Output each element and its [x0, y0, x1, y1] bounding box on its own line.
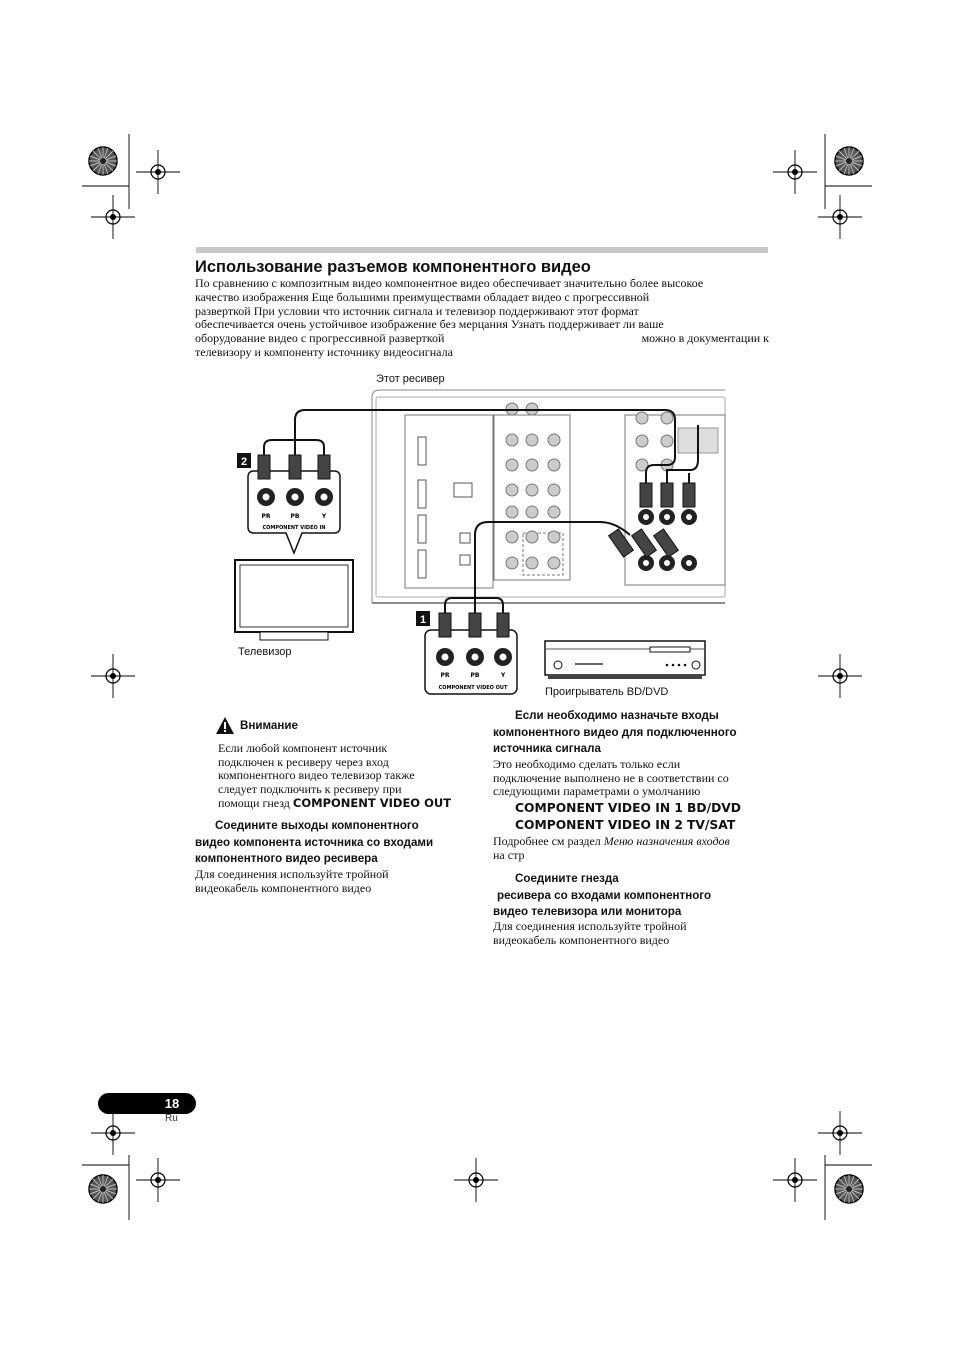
- right-step1-heading-line: Если необходимо назначьте входы: [515, 709, 719, 722]
- caution-line: подключен к ресиверу через вход: [218, 754, 389, 769]
- left-step-body-line: видеокабель компонентного видео: [195, 880, 372, 895]
- caution-line: Если любой компонент источник: [218, 741, 388, 755]
- jack-label-pb: PB: [290, 513, 300, 520]
- tv-panel-caption: COMPONENT VIDEO IN: [262, 525, 326, 531]
- caution-line-prefix: помощи гнезд: [218, 795, 290, 810]
- default-value: TV/SAT: [687, 818, 736, 832]
- caution-body: [218, 742, 478, 811]
- default-assignment-row: [515, 817, 741, 834]
- plugs-receiver-in: [609, 529, 679, 557]
- connection-diagram: [230, 385, 730, 705]
- left-step-heading: [195, 818, 475, 868]
- jack-label-pb: PB: [470, 672, 480, 679]
- step-badge-1-text: 1: [419, 614, 427, 626]
- tv-illustration: [235, 560, 353, 640]
- right-step2-heading-line: ресивера со входами компонентного: [497, 888, 712, 902]
- right-step1-body-line: Это необходимо сделать только если: [493, 757, 681, 771]
- step-badge-2-text: 2: [240, 456, 248, 468]
- receiver-label: Этот ресивер: [376, 373, 445, 385]
- intro-paragraph: [195, 277, 769, 360]
- left-step-heading-line: компонентного видео ресивера: [195, 852, 378, 865]
- menu-reference: [493, 835, 773, 862]
- menu-reference-link[interactable]: Меню назначения входов: [603, 834, 730, 848]
- jack-label-pr: PR: [261, 513, 271, 520]
- step-badge-1: [416, 611, 430, 626]
- intro-line: разверткой При условии что источник сигнала и телевизор поддерживают этот формат: [195, 303, 639, 318]
- right-step1-heading: [493, 708, 773, 758]
- bd-dvd-player-illustration: [545, 641, 705, 679]
- right-step1-body: [493, 758, 773, 799]
- jack-label-y: Y: [500, 672, 506, 679]
- intro-line-right: можно в документации к: [641, 331, 769, 346]
- page-number: 18: [164, 1096, 180, 1111]
- left-step-heading-line: Соедините выходы компонентного: [215, 819, 419, 832]
- default-assignment-row: [515, 800, 741, 817]
- right-step1-body-line: следующими параметрами о умолчанию: [493, 784, 701, 799]
- caution-heading: Внимание: [240, 719, 298, 732]
- right-step2-heading-line: Соедините гнезда: [515, 872, 619, 885]
- player-panel-caption: COMPONENT VIDEO OUT: [438, 685, 508, 691]
- intro-line: По сравнению с композитным видео компонентное видео обеспечивает значительно более высокое: [195, 276, 704, 290]
- default-value: BD/DVD: [687, 801, 742, 815]
- default-input: COMPONENT VIDEO IN 1: [515, 801, 683, 815]
- player-label: Проигрыватель BD/DVD: [545, 686, 669, 698]
- jack-label-y: Y: [321, 513, 327, 520]
- default-input: COMPONENT VIDEO IN 2: [515, 818, 683, 832]
- intro-line: качество изображения Еще большими преимуществами обладает видео с прогрессивной: [195, 289, 650, 304]
- right-step1-body-line: подключение выполнено не в соответствии со: [493, 770, 729, 785]
- left-step-body-line: Для соединения используйте тройной: [195, 867, 389, 881]
- intro-line: обеспечивается очень устойчивое изображение без мерцания Узнать поддерживает ли ваше: [195, 317, 664, 332]
- default-assignments: [515, 800, 741, 834]
- player-component-video-out-panel: [425, 613, 517, 694]
- section-title: Использование разъемов компонентного видео: [195, 258, 591, 276]
- caution-line: компонентного видео телевизор также: [218, 768, 415, 783]
- right-step2-heading-line: видео телевизора или монитора: [493, 905, 682, 918]
- left-step-body: [195, 868, 475, 895]
- tv-label: Телевизор: [238, 646, 292, 658]
- jack-label-pr: PR: [440, 672, 450, 679]
- right-step2-heading: [493, 871, 773, 921]
- caution-warning-icon: [215, 716, 235, 736]
- caution-line: [218, 797, 478, 811]
- left-step-heading-line: видео компонента источника со входами: [195, 835, 434, 849]
- menu-reference-suffix: на стр: [493, 847, 525, 862]
- tv-component-video-in-panel: [248, 455, 340, 553]
- caution-line: следует подключить к ресиверу при: [218, 782, 402, 797]
- right-step1-heading-line: источника сигнала: [493, 742, 601, 755]
- intro-line-left: оборудование видео с прогрессивной разверткой: [195, 331, 445, 346]
- right-step1-heading-line: компонентного видео для подключенного: [493, 725, 737, 739]
- step-badge-2: [237, 453, 251, 468]
- right-step2-body: [493, 920, 773, 947]
- receiver-component-video-out: [638, 509, 697, 525]
- intro-line: [195, 332, 769, 346]
- menu-reference-prefix: Подробнее см раздел: [493, 834, 601, 848]
- right-step2-body-line: видеокабель компонентного видео: [493, 932, 670, 947]
- plugs-receiver-out: [640, 483, 695, 507]
- right-step2-body-line: Для соединения используйте тройной: [493, 919, 687, 933]
- section-title-rule: [196, 247, 768, 253]
- intro-line: телевизору и компоненту источнику видеосигнала: [195, 344, 453, 359]
- component-video-out-term: COMPONENT VIDEO OUT: [292, 795, 452, 810]
- language-code: Ru: [165, 1113, 178, 1124]
